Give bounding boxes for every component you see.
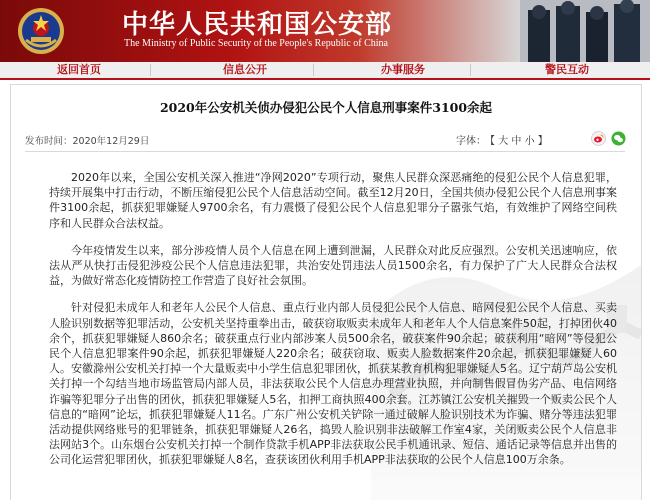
- meta-divider: [25, 151, 625, 152]
- font-size-small[interactable]: 小: [524, 136, 535, 147]
- nav-divider: [470, 64, 471, 76]
- article-container: [10, 84, 642, 500]
- police-emblem-icon: [16, 6, 66, 56]
- publish-date: 发布时间：2020年12月29日: [25, 136, 150, 147]
- nav-divider: [313, 64, 314, 76]
- site-title: 中华人民共和国公安部: [122, 10, 393, 40]
- article-body: [49, 170, 617, 480]
- weibo-icon[interactable]: [591, 131, 606, 146]
- nav-divider: [150, 64, 151, 76]
- wechat-icon[interactable]: [611, 131, 626, 146]
- font-size-switcher: 【 大 中 小 】: [485, 136, 548, 147]
- police-officers-banner-image: [520, 0, 650, 62]
- main-nav: [0, 62, 650, 80]
- article-title: 2020年公安机关侦办侵犯公民个人信息刑事案件3100余起: [159, 100, 493, 115]
- font-size-large[interactable]: 大: [498, 136, 509, 147]
- nav-interaction[interactable]: 警民互动: [545, 63, 589, 76]
- article-meta: [25, 131, 625, 149]
- nav-info-disclosure[interactable]: 信息公开: [223, 63, 267, 76]
- site-subtitle: The Ministry of Public Security of the People's Republic of China: [124, 38, 388, 49]
- site-header: [0, 0, 650, 62]
- font-size-label: 字体：: [456, 136, 486, 147]
- article-paragraph: 针对侵犯未成年人和老年人公民个人信息、重点行业内部人员侵犯公民个人信息、暗网侵犯公民个人信息、买卖人脸识别数据等犯罪活动，公安机关坚持重拳出击，破获窃取贩卖未成年人和老年人个人信息案件50起，打掉团伙40余个，抓获犯罪嫌疑人860余名；破获重点行业内部涉案人员500余名，破获案件90余起；破获利用“暗网”等侵犯公民个人信息犯罪案件90余起，抓获犯罪嫌疑人220余名；破获窃取、贩卖人脸数据案件20余起，抓获犯罪嫌疑人60人。安徽滁州公安机关打掉一个大量贩卖中小学生信息犯罪团伙，抓获某教育机构犯罪嫌疑人5名。辽宁葫芦岛公安机关打掉一个勾结当地市场监管局内部人员，非法获取公民个人信息办理营业执照，并向制售假冒伪劣产品、电信网络诈骗等犯罪分子出售的团伙，抓获犯罪嫌疑人5名，扣押工商执照400余套。江苏镇江公安机关摧毁一个贩卖公民个人信息的“暗网”论坛，抓获犯罪嫌疑人11名。广东广州公安机关铲除一通过破解人脸识别技术为诈骗、赌分等违法犯罪活动提供网络账号的犯罪链条，抓获犯罪嫌疑人26名，捣毁人脸识别非法破解工作室4家，关闭贩卖公民个人信息非法网站3个。山东烟台公安机关打掉一个制作贷款手机APP非法获取公民手机通讯录、短信、通话记录等信息并出售的公司化运营犯罪团伙，抓获犯罪嫌疑人8名，查获该团伙利用手机APP非法获取的公民个人信息100万余条。: [49, 301, 617, 467]
- nav-home[interactable]: 返回首页: [57, 63, 101, 76]
- article-paragraph: 今年疫情发生以来，部分涉疫情人员个人信息在网上遭到泄漏，人民群众对此反应强烈。公安机关迅速响应，依法从严从快打击侵犯涉疫公民个人信息违法犯罪，共治安处罚违法人员1500余名，有力保护了广大人民群众合法权益，为做好常态化疫情防控工作营造了良好社会氛围。: [49, 243, 617, 288]
- article-paragraph: 2020年以来，全国公安机关深入推进“净网2020”专项行动，聚焦人民群众深恶痛绝的侵犯公民个人信息犯罪，持续开展集中打击行动，不断压缩侵犯公民个人信息活动空间。截至12月20日，全国共侦办侵犯公民个人信息刑事案件3100余起，抓获犯罪嫌疑人9700余名，有力震慑了侵犯公民个人信息犯罪分子嚣张气焰，有效维护了网络空间秩序和人民群众合法权益。: [49, 171, 617, 230]
- font-size-medium[interactable]: 中: [511, 136, 522, 147]
- nav-services[interactable]: 办事服务: [381, 63, 425, 76]
